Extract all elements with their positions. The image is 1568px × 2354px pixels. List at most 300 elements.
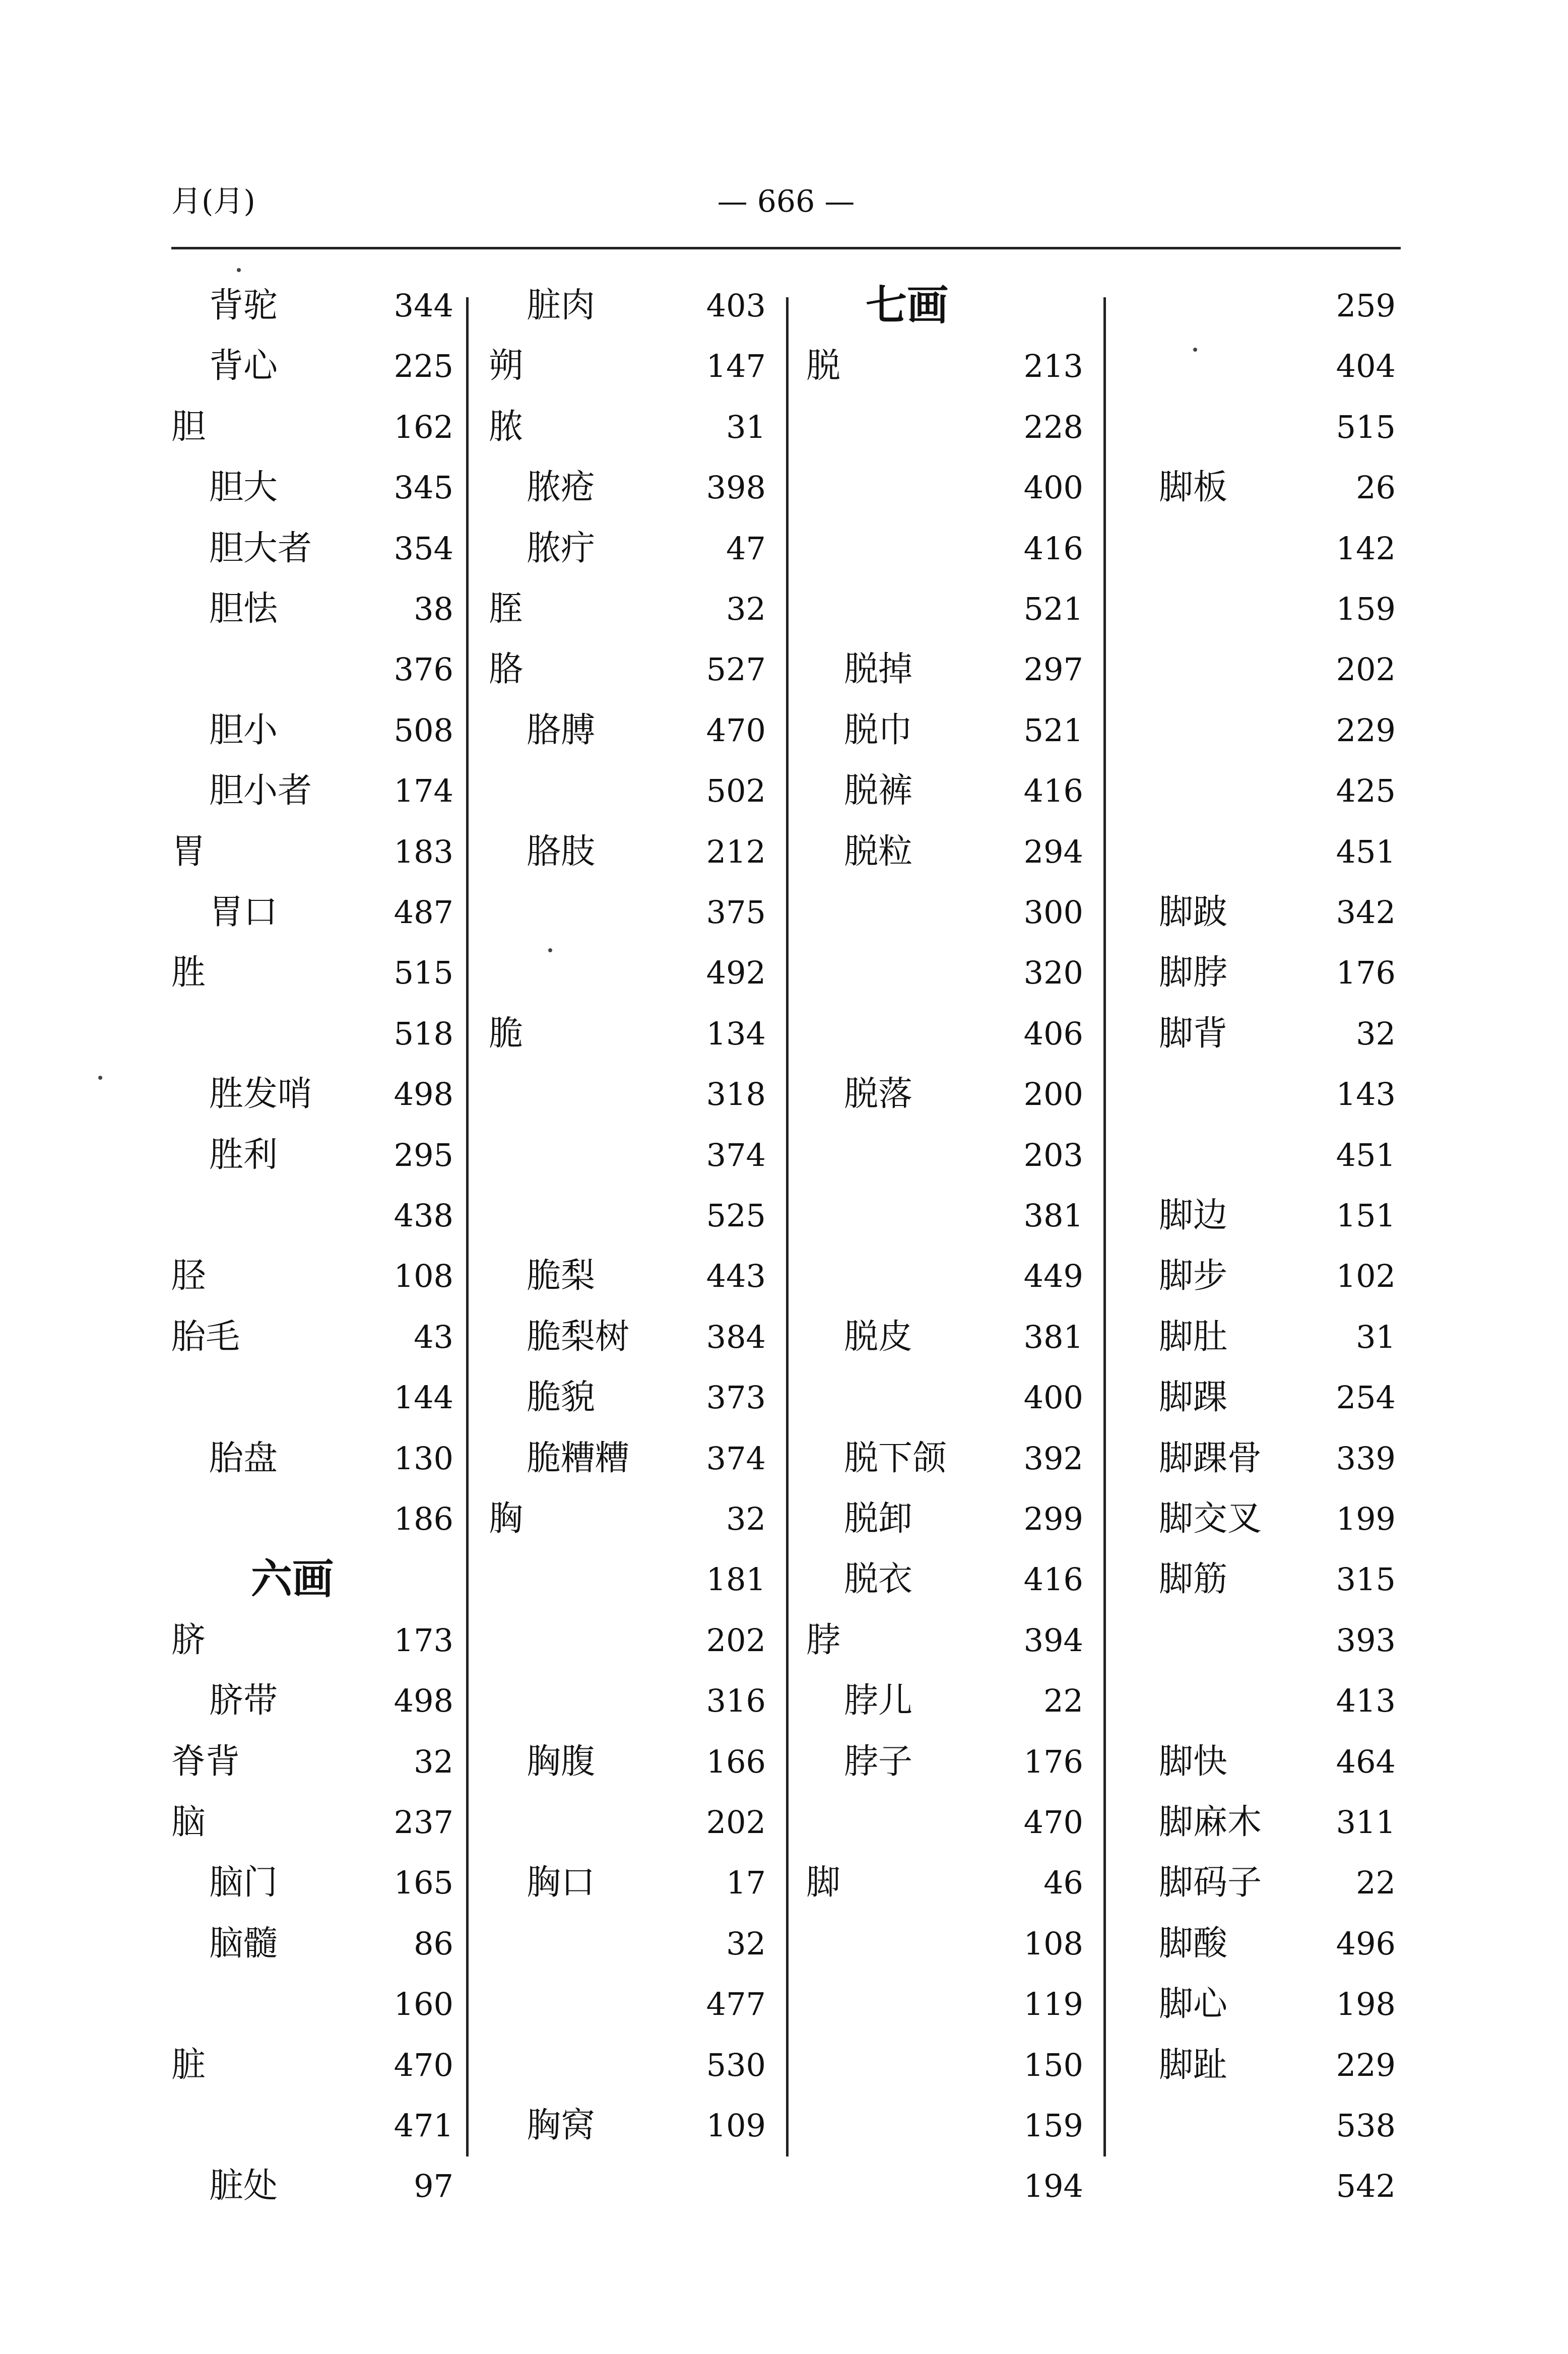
page-reference: 374 <box>706 1440 766 1477</box>
index-term: 脚背 <box>1159 1013 1228 1054</box>
index-term: 脚踝骨 <box>1159 1438 1262 1478</box>
index-entry <box>806 1553 1083 1606</box>
index-entry <box>1159 1857 1396 1909</box>
index-entry <box>489 1553 766 1606</box>
index-entry <box>171 280 453 332</box>
page-reference: 398 <box>706 469 766 506</box>
index-entry <box>1159 1553 1396 1606</box>
index-term: 胆怯 <box>209 589 278 629</box>
index-term: 脚踝 <box>1159 1378 1228 1418</box>
page-reference: 443 <box>706 1258 766 1295</box>
page-reference: 311 <box>1336 1804 1396 1841</box>
index-term: 脆梨 <box>527 1256 596 1296</box>
page-reference: 108 <box>394 1258 453 1295</box>
page-reference: 22 <box>1356 1864 1396 1902</box>
index-entry <box>171 886 453 939</box>
index-term: 脖子 <box>844 1741 913 1782</box>
page-reference: 403 <box>706 287 766 324</box>
stroke-count-heading: 六画 <box>250 1555 334 1604</box>
index-entry <box>806 1978 1083 2031</box>
page-reference: 477 <box>706 1986 766 2023</box>
index-entry <box>806 583 1083 635</box>
page-reference: 86 <box>414 1925 453 1962</box>
column-divider <box>466 297 469 2156</box>
page-reference: 413 <box>1336 1682 1396 1720</box>
page-reference: 203 <box>1023 1136 1083 1173</box>
index-entry <box>806 2039 1083 2091</box>
index-term: 脚肚 <box>1159 1317 1228 1357</box>
index-entry <box>171 401 453 453</box>
index-entry <box>489 886 766 939</box>
index-term: 脱掉 <box>844 649 913 690</box>
index-term: 脱卸 <box>844 1499 913 1539</box>
index-entry <box>806 765 1083 817</box>
page-reference: 151 <box>1336 1197 1396 1234</box>
index-entry <box>489 583 766 635</box>
index-entry <box>489 1129 766 1182</box>
index-term: 胸腹 <box>527 1741 596 1782</box>
index-entry <box>806 1008 1083 1060</box>
print-speck <box>548 948 552 952</box>
index-term: 脚酸 <box>1159 1923 1228 1964</box>
page-reference: 147 <box>706 348 766 385</box>
index-term: 胜 <box>171 953 206 993</box>
index-entry <box>806 1311 1083 1363</box>
index-term: 胆小 <box>209 710 278 750</box>
index-entry <box>806 401 1083 453</box>
index-entry <box>1159 2100 1396 2152</box>
column-divider <box>786 297 789 2156</box>
index-entry <box>806 1918 1083 1970</box>
page-reference: 530 <box>706 2046 766 2083</box>
index-term: 脱衣 <box>844 1559 913 1600</box>
page-reference: 315 <box>1336 1561 1396 1598</box>
page-reference: 498 <box>394 1076 453 1113</box>
page-reference: 134 <box>706 1015 766 1052</box>
page-reference: 373 <box>706 1379 766 1416</box>
page-reference: 381 <box>1023 1197 1083 1234</box>
index-entry <box>806 1614 1083 1667</box>
index-entry <box>1159 1432 1396 1485</box>
index-term: 脚交叉 <box>1159 1499 1262 1539</box>
index-term: 胆小者 <box>209 771 312 811</box>
page-reference: 130 <box>394 1440 453 1477</box>
index-term: 胸口 <box>527 1863 596 1903</box>
page-reference: 202 <box>706 1621 766 1659</box>
index-entry <box>1159 1493 1396 1545</box>
index-entry <box>171 340 453 393</box>
page-reference: 225 <box>394 348 453 385</box>
page-reference: 202 <box>1336 651 1396 688</box>
index-entry <box>489 1796 766 1849</box>
index-entry <box>171 765 453 817</box>
index-entry <box>171 1190 453 1242</box>
page-reference: 406 <box>1023 1015 1083 1052</box>
index-entry <box>1159 826 1396 878</box>
index-term: 脚心 <box>1159 1984 1228 2024</box>
print-speck <box>1193 348 1197 352</box>
index-entry <box>1159 1311 1396 1363</box>
index-term: 脱裤 <box>844 771 913 811</box>
index-entry <box>806 2160 1083 2212</box>
page-reference: 228 <box>1023 408 1083 445</box>
page-reference: 259 <box>1336 287 1396 324</box>
index-entry <box>171 947 453 999</box>
page-reference: 166 <box>706 1743 766 1780</box>
index-entry <box>171 1978 453 2031</box>
page-reference: 438 <box>394 1197 453 1234</box>
index-entry <box>806 886 1083 939</box>
page-reference: 502 <box>706 772 766 810</box>
page-reference: 527 <box>706 651 766 688</box>
index-term: 胆大 <box>209 468 278 508</box>
index-term: 胳 <box>489 649 524 690</box>
index-term: 脑 <box>171 1802 206 1842</box>
page-reference: 345 <box>394 469 453 506</box>
page-reference: 119 <box>1023 1986 1083 2023</box>
index-entry <box>1159 643 1396 696</box>
page-reference: 320 <box>1023 954 1083 992</box>
index-term: 胃 <box>171 831 206 872</box>
index-entry <box>1159 1068 1396 1121</box>
index-entry <box>1159 462 1396 514</box>
index-entry <box>489 1918 766 1970</box>
index-entry <box>1159 1190 1396 1242</box>
index-entry <box>1159 1918 1396 1970</box>
page-reference: 492 <box>706 954 766 992</box>
page-reference: 46 <box>1043 1864 1083 1902</box>
index-entry <box>489 1190 766 1242</box>
index-entry <box>806 462 1083 514</box>
page-reference: 449 <box>1023 1258 1083 1295</box>
index-entry <box>171 1008 453 1060</box>
index-term: 脆貌 <box>527 1378 596 1418</box>
page-header <box>0 0 1568 242</box>
page-reference: 300 <box>1023 894 1083 931</box>
page-reference: 108 <box>1023 1925 1083 1962</box>
page-reference: 31 <box>1356 1318 1396 1355</box>
index-entry <box>1159 1371 1396 1424</box>
page-reference: 165 <box>394 1864 453 1902</box>
index-term: 胜利 <box>209 1135 278 1175</box>
page-reference: 470 <box>394 2046 453 2083</box>
index-term: 脱 <box>806 346 841 386</box>
index-entry <box>806 826 1083 878</box>
index-entry <box>489 1736 766 1788</box>
index-term: 脚脖 <box>1159 953 1228 993</box>
page-reference: 159 <box>1336 591 1396 627</box>
page-reference: 183 <box>394 833 453 870</box>
section-label: 月(月) <box>171 184 255 219</box>
index-term: 脚跛 <box>1159 892 1228 932</box>
page-reference: 160 <box>394 1986 453 2023</box>
index-term: 脱下颌 <box>844 1438 947 1478</box>
index-entry <box>1159 583 1396 635</box>
index-entry <box>1159 1978 1396 2031</box>
page-reference: 32 <box>726 1925 766 1962</box>
page-reference: 525 <box>706 1197 766 1234</box>
page-reference: 342 <box>1336 894 1396 931</box>
page-reference: 38 <box>414 591 453 627</box>
index-term: 脱巾 <box>844 710 913 750</box>
page-reference: 394 <box>1023 1621 1083 1659</box>
index-entry <box>806 947 1083 999</box>
index-entry <box>171 1250 453 1302</box>
index-entry <box>806 1250 1083 1302</box>
page-reference: 102 <box>1336 1258 1396 1295</box>
page-reference: 237 <box>394 1804 453 1841</box>
index-entry <box>1159 947 1396 999</box>
page-reference: 299 <box>1023 1500 1083 1537</box>
index-entry <box>171 1068 453 1121</box>
page-reference: 339 <box>1336 1440 1396 1477</box>
index-entry <box>171 1857 453 1909</box>
page-reference: 451 <box>1336 833 1396 870</box>
index-entry <box>171 643 453 696</box>
index-entry <box>489 1068 766 1121</box>
index-entry <box>806 1371 1083 1424</box>
index-entry <box>1159 2160 1396 2212</box>
page-reference: 199 <box>1336 1500 1396 1537</box>
index-entry <box>806 1675 1083 1727</box>
index-entry <box>1159 2039 1396 2091</box>
index-term: 脊背 <box>171 1741 240 1782</box>
index-entry <box>489 462 766 514</box>
index-term: 胜发哨 <box>209 1074 312 1115</box>
page-reference: 498 <box>394 1682 453 1720</box>
page-reference: 32 <box>1356 1015 1396 1052</box>
index-entry <box>171 1129 453 1182</box>
column-divider <box>1103 297 1106 2156</box>
index-entry <box>171 704 453 757</box>
page-reference: 542 <box>1336 2168 1396 2205</box>
page-reference: 400 <box>1023 469 1083 506</box>
index-term: 胫 <box>171 1256 206 1296</box>
page-reference: 150 <box>1023 2046 1083 2083</box>
index-entry <box>1159 1796 1396 1849</box>
page-reference: 515 <box>394 954 453 992</box>
index-term: 脖儿 <box>844 1681 913 1721</box>
index-term: 胆大者 <box>209 528 312 568</box>
page-reference: 451 <box>1336 1136 1396 1173</box>
print-speck <box>237 268 241 272</box>
index-term: 脚码子 <box>1159 1863 1262 1903</box>
index-term: 脆 <box>489 1013 524 1054</box>
index-term: 脏 <box>171 2045 206 2085</box>
index-term: 胸 <box>489 1499 524 1539</box>
index-term: 背心 <box>209 346 278 386</box>
page-reference: 354 <box>394 530 453 567</box>
index-entry <box>489 340 766 393</box>
index-entry <box>171 1311 453 1363</box>
index-term: 脏肉 <box>527 286 596 325</box>
index-entry <box>171 1675 453 1727</box>
index-entry <box>806 1857 1083 1909</box>
page-reference: 374 <box>706 1136 766 1173</box>
index-entry <box>806 1068 1083 1121</box>
index-term: 脚快 <box>1159 1741 1228 1782</box>
page-reference: 109 <box>706 2107 766 2144</box>
index-entry <box>489 947 766 999</box>
page-reference: 344 <box>394 287 453 324</box>
index-entry <box>171 2039 453 2091</box>
page-reference: 202 <box>706 1804 766 1841</box>
index-entry <box>1159 1614 1396 1667</box>
page-reference: 162 <box>394 408 453 445</box>
index-entry <box>489 1493 766 1545</box>
index-term: 脖 <box>806 1620 841 1660</box>
page-reference: 404 <box>1336 348 1396 385</box>
page-reference: 200 <box>1023 1076 1083 1113</box>
index-entry <box>1159 1736 1396 1788</box>
index-term: 胵 <box>489 589 524 629</box>
index-entry <box>806 704 1083 757</box>
index-entry <box>489 704 766 757</box>
page-reference: 515 <box>1336 408 1396 445</box>
page-reference: 47 <box>726 530 766 567</box>
index-term: 脱皮 <box>844 1317 913 1357</box>
index-term: 脏处 <box>209 2166 278 2206</box>
page-reference: 32 <box>414 1743 453 1780</box>
index-entry <box>806 1796 1083 1849</box>
page-reference: 176 <box>1023 1743 1083 1780</box>
page-reference: 229 <box>1336 2046 1396 2083</box>
index-entry <box>489 643 766 696</box>
page-reference: 142 <box>1336 530 1396 567</box>
index-entry <box>171 1432 453 1485</box>
index-term: 脚麻木 <box>1159 1802 1262 1842</box>
index-term: 脆梨树 <box>527 1317 630 1357</box>
page-reference: 496 <box>1336 1925 1396 1962</box>
index-term: 胎盘 <box>209 1438 278 1478</box>
index-entry <box>171 583 453 635</box>
page-reference: 471 <box>394 2107 453 2144</box>
page-reference: 508 <box>394 711 453 749</box>
index-entry <box>806 340 1083 393</box>
index-entry <box>1159 886 1396 939</box>
index-entry <box>171 1493 453 1545</box>
page-reference: 376 <box>394 651 453 688</box>
index-term: 脚步 <box>1159 1256 1228 1296</box>
page-reference: 518 <box>394 1015 453 1052</box>
index-entry <box>171 2160 453 2212</box>
page-reference: 194 <box>1023 2168 1083 2205</box>
page-reference: 212 <box>706 833 766 870</box>
page-reference: 384 <box>706 1318 766 1355</box>
page-reference: 181 <box>706 1561 766 1598</box>
index-term: 脐带 <box>209 1681 278 1721</box>
index-term: 脐 <box>171 1620 206 1660</box>
page-reference: 297 <box>1023 651 1083 688</box>
page-reference: 176 <box>1336 954 1396 992</box>
index-term: 脑门 <box>209 1863 278 1903</box>
index-entry <box>806 1736 1083 1788</box>
index-term: 胸窝 <box>527 2106 596 2145</box>
page-reference: 17 <box>726 1864 766 1902</box>
header-rule <box>171 247 1401 249</box>
index-term: 背驼 <box>209 286 278 325</box>
index-entry <box>1159 765 1396 817</box>
page-reference: 229 <box>1336 711 1396 749</box>
page-reference: 521 <box>1023 591 1083 627</box>
index-term: 脚边 <box>1159 1196 1228 1235</box>
page-reference: 295 <box>394 1136 453 1173</box>
index-entry <box>171 1614 453 1667</box>
index-entry <box>489 1250 766 1302</box>
index-entry <box>1159 1129 1396 1182</box>
index-entry <box>489 401 766 453</box>
index-entry <box>806 522 1083 575</box>
page-reference: 144 <box>394 1379 453 1416</box>
index-entry <box>1159 1675 1396 1727</box>
page-reference: 400 <box>1023 1379 1083 1416</box>
index-term: 脓疮 <box>527 468 596 508</box>
index-entry <box>171 2100 453 2152</box>
index-term: 脆糟糟 <box>527 1438 630 1478</box>
index-entry <box>489 1311 766 1363</box>
index-entry <box>171 462 453 514</box>
index-entry <box>171 1796 453 1849</box>
page-number: — 666 — <box>717 184 855 219</box>
index-entry <box>489 2039 766 2091</box>
page-reference: 186 <box>394 1500 453 1537</box>
index-entry <box>489 1614 766 1667</box>
page-reference: 174 <box>394 772 453 810</box>
index-term: 胆 <box>171 407 206 447</box>
index-entry <box>171 522 453 575</box>
page-reference: 375 <box>706 894 766 931</box>
page-reference: 43 <box>414 1318 453 1355</box>
index-entry <box>489 2100 766 2152</box>
page-reference: 416 <box>1023 530 1083 567</box>
page-reference: 538 <box>1336 2107 1396 2144</box>
index-entry <box>1159 280 1396 332</box>
index-entry <box>489 1432 766 1485</box>
index-entry <box>806 1129 1083 1182</box>
page-reference: 143 <box>1336 1076 1396 1113</box>
index-term: 脑髓 <box>209 1923 278 1964</box>
page-reference: 425 <box>1336 772 1396 810</box>
index-entry <box>171 826 453 878</box>
index-entry <box>489 765 766 817</box>
index-entry <box>1159 401 1396 453</box>
index-entry <box>806 2100 1083 2152</box>
index-term: 朔 <box>489 346 524 386</box>
page-reference: 316 <box>706 1682 766 1720</box>
index-entry <box>1159 1008 1396 1060</box>
page-reference: 521 <box>1023 711 1083 749</box>
index-term: 脱粒 <box>844 831 913 872</box>
page-reference: 416 <box>1023 772 1083 810</box>
page-reference: 294 <box>1023 833 1083 870</box>
page-reference: 470 <box>1023 1804 1083 1841</box>
index-entry <box>806 1493 1083 1545</box>
index-term: 脚筋 <box>1159 1559 1228 1600</box>
index-entry <box>806 1432 1083 1485</box>
index-term: 胃口 <box>209 892 278 932</box>
index-entry <box>171 1918 453 1970</box>
index-entry <box>489 1857 766 1909</box>
index-entry <box>806 643 1083 696</box>
index-entry <box>171 1371 453 1424</box>
page-reference: 213 <box>1023 348 1083 385</box>
index-entry <box>489 280 766 332</box>
index-entry <box>1159 522 1396 575</box>
index-term: 脓 <box>489 407 524 447</box>
index-term: 胎毛 <box>171 1317 240 1357</box>
page-reference: 393 <box>1336 1621 1396 1659</box>
index-entry <box>1159 704 1396 757</box>
